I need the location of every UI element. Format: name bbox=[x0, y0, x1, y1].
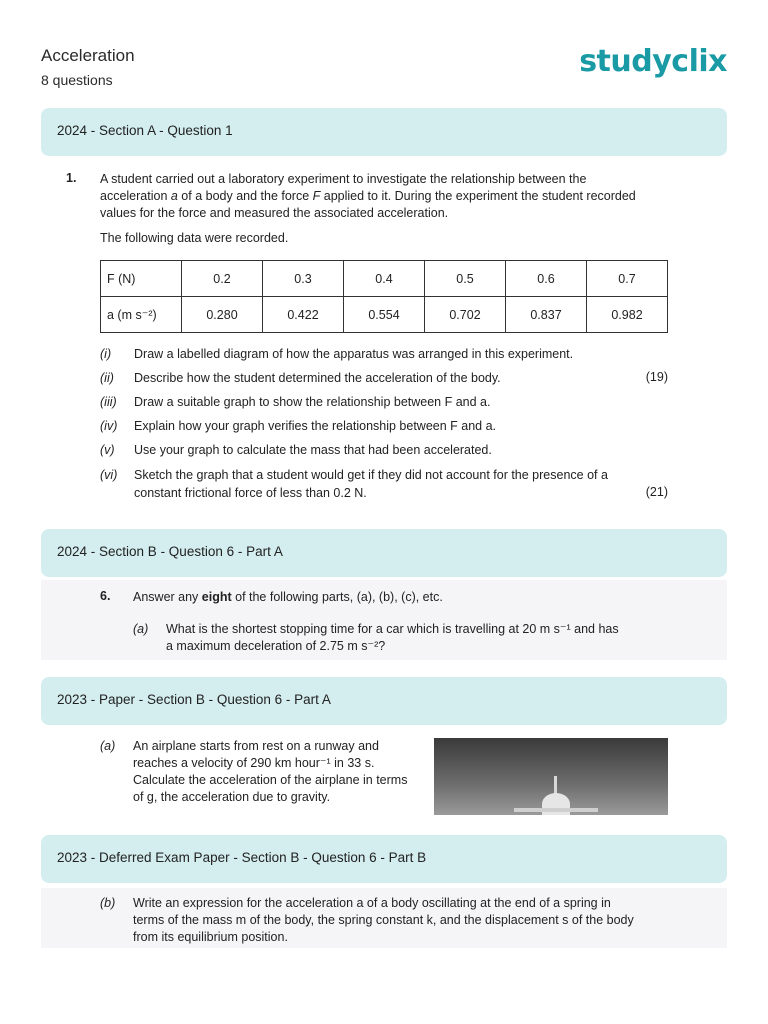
table-cell: 0.5 bbox=[425, 261, 506, 297]
question-number: 1. bbox=[66, 171, 77, 185]
table-cell: 0.422 bbox=[263, 297, 344, 333]
question-part-text: An airplane starts from rest on a runway and reaches a velocity of 290 km hour⁻¹ in 33 s. Calculate the acceleration of the airplane in terms of g, the acceleration due to gravity. bbox=[133, 739, 408, 804]
table-cell: 0.7 bbox=[587, 261, 668, 297]
question-part-text: What is the shortest stopping time for a car which is travelling at 20 m s⁻¹ and has a maximum deceleration of 2.75 m s⁻²? bbox=[166, 622, 619, 653]
question-banner-3[interactable]: 2023 - Paper - Section B - Question 6 - Part A bbox=[41, 677, 727, 725]
question-banner-1[interactable]: 2024 - Section A - Question 1 bbox=[41, 108, 727, 156]
airplane-wing bbox=[514, 808, 598, 812]
marks-label: (19) bbox=[645, 370, 668, 384]
question-banner-4[interactable]: 2023 - Deferred Exam Paper - Section B - Question 6 - Part B bbox=[41, 835, 727, 883]
part-label: (a) bbox=[100, 739, 116, 753]
table-cell: 0.837 bbox=[506, 297, 587, 333]
page-title: Acceleration bbox=[41, 46, 135, 65]
table-cell: 0.4 bbox=[344, 261, 425, 297]
question-text: Answer any eight of the following parts, (a), (b), (c), etc. bbox=[133, 590, 443, 604]
question-text bbox=[100, 171, 636, 222]
intro-line-3: values for the force and measured the associated acceleration. bbox=[100, 206, 449, 220]
table-cell: 0.982 bbox=[587, 297, 668, 333]
intro-line-2: acceleration a of a body and the force F applied to it. During the experiment the student recorded bbox=[100, 189, 636, 203]
question-banner-2[interactable]: 2024 - Section B - Question 6 - Part A bbox=[41, 529, 727, 577]
table-cell: 0.6 bbox=[506, 261, 587, 297]
table-row bbox=[101, 297, 668, 333]
table-row bbox=[101, 261, 668, 297]
table-cell: 0.554 bbox=[344, 297, 425, 333]
intro-line-1: A student carried out a laboratory experiment to investigate the relationship between the bbox=[100, 172, 587, 186]
table-row-head: a (m s⁻²) bbox=[101, 297, 182, 333]
question-number: 6. bbox=[100, 589, 111, 603]
data-intro: The following data were recorded. bbox=[100, 231, 289, 245]
table-cell: 0.2 bbox=[182, 261, 263, 297]
table-cell: 0.3 bbox=[263, 261, 344, 297]
studyclix-logo[interactable]: studyclix bbox=[579, 44, 727, 79]
airplane-photo bbox=[434, 738, 668, 815]
question-count: 8 questions bbox=[41, 72, 113, 88]
table-cell: 0.280 bbox=[182, 297, 263, 333]
question-part-text: Write an expression for the acceleration a of a body oscillating at the end of a spring in terms of the mass m of the body, the spring constant k, and the displacement s of the body from its equilibrium position. bbox=[133, 896, 634, 944]
marks-label: (21) bbox=[645, 485, 668, 499]
data-table bbox=[100, 260, 668, 333]
table-cell: 0.702 bbox=[425, 297, 506, 333]
part-label: (a) bbox=[133, 622, 149, 636]
part-label: (b) bbox=[100, 896, 116, 910]
table-row-head: F (N) bbox=[101, 261, 182, 297]
